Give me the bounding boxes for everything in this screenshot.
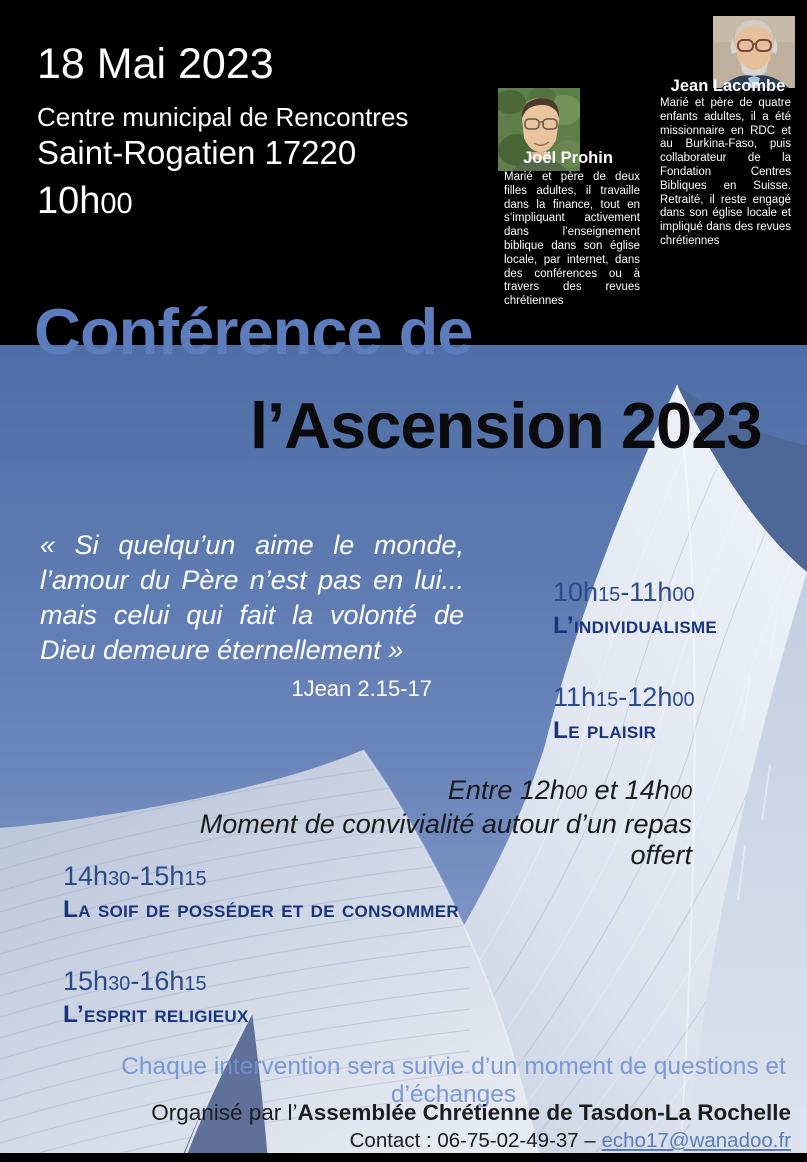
- event-date: 18 Mai 2023: [37, 40, 274, 88]
- session-time: 11h15-12h00: [553, 682, 695, 712]
- contact-line: Contact : 06-75-02-49-37 – echo17@wanadoo.fr: [349, 1129, 791, 1152]
- organizer-line: Organisé par l’Assemblée Chrétienne de Tasdon-La Rochelle: [151, 1100, 791, 1125]
- quote-line: l’amour du Père n’est pas en lui...: [40, 565, 464, 595]
- session-time: 10h15-11h00: [553, 577, 695, 607]
- speaker-name: Jean Lacombe: [670, 77, 786, 95]
- session-title: Le plaisir: [553, 717, 657, 744]
- session-possession: [63, 861, 459, 924]
- speaker-bio: Marié et père de deux filles adultes, il travaille dans la finance, tout en s’impliquant activement dans l’enseignement biblique dans son église locale, par internet, dans des conférences ou à travers des revues chrétiennes: [504, 171, 640, 308]
- morning-schedule: [553, 577, 717, 787]
- session-title: L’individualisme: [553, 612, 718, 639]
- title-line-2: l’Ascension 2023: [250, 389, 762, 462]
- phone-number: 06-75-02-49-37: [437, 1129, 579, 1152]
- event-venue: Centre municipal de Rencontres: [37, 102, 409, 132]
- bible-quote: [40, 528, 464, 702]
- qa-note: Chaque intervention sera suivie d’un moment de questions et d’échanges: [121, 1053, 786, 1108]
- quote-reference: 1Jean 2.15-17: [291, 676, 432, 701]
- session-esprit-religieux: [63, 966, 459, 1029]
- speaker-name: Joël Prohin: [523, 149, 613, 167]
- session-individualisme: [553, 577, 717, 640]
- session-time: 14h30-15h15: [63, 861, 207, 891]
- quote-line: « Si quelqu’un aime le monde,: [40, 530, 464, 560]
- session-title: La soif de posséder et de consommer: [63, 896, 459, 923]
- email-link[interactable]: echo17@wanadoo.fr: [601, 1129, 791, 1152]
- afternoon-schedule: [63, 861, 459, 1071]
- session-title: L’esprit religieux: [63, 1001, 249, 1028]
- bottom-black-bar: [0, 1153, 807, 1162]
- title-line-1: Conférence de: [34, 295, 473, 368]
- lunch-break: [170, 775, 692, 871]
- session-time: 15h30-16h15: [63, 966, 207, 996]
- organizer-name: Assemblée Chrétienne de Tasdon-La Rochelle: [297, 1100, 791, 1125]
- quote-line: mais celui qui fait la volonté de: [40, 600, 464, 630]
- lunch-time: Entre 12h00 et 14h00: [447, 775, 692, 805]
- event-city: Saint-Rogatien 17220: [37, 134, 357, 171]
- speaker-bio: Marié et père de quatre enfants adultes, il a été missionnaire en RDC et au Burkina-Faso, puis collaborateur de la Fondation Centres Bibliques en Suisse. Retraité, il reste engagé dans son église locale et impliqué dans des revues chrétiennes: [660, 97, 791, 247]
- quote-line: Dieu demeure éternellement »: [40, 635, 404, 665]
- lunch-description: Moment de convivialité autour d’un repas offert: [199, 809, 692, 870]
- session-plaisir: [553, 682, 717, 745]
- event-start-time: 10h00: [37, 180, 133, 222]
